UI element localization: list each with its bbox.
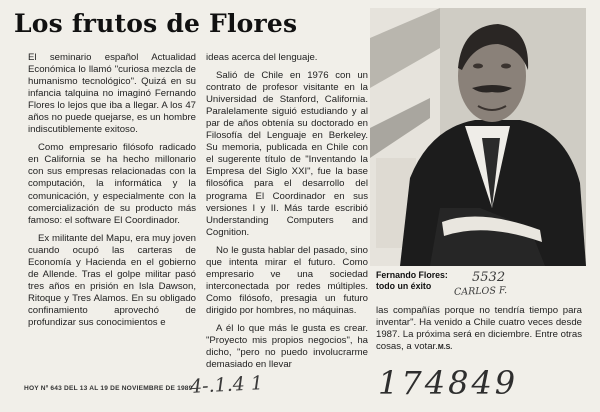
paragraph: ideas acerca del lenguaje. <box>206 52 318 63</box>
paragraph: No le gusta hablar del pasado, sino que intenta mirar el futuro. Como empresario ve una sociedad interconectada por redes múltiples. Como filósofo, presagia un futuro dirigido por hombres, no máquinas. <box>206 244 368 316</box>
paragraph: Como empresario filósofo radicado en California se ha hecho millonario con sus empresas relacionadas con la computación, la informática y la comunicación, y especialmente con la comercialización de su producto más famoso: el software El Coordinador. <box>28 142 196 226</box>
photo-caption: Fernando Flores: todo un éxito <box>376 270 448 291</box>
portrait-photo <box>370 8 586 266</box>
paragraph: El seminario español Actualidad Económica lo llamó "curiosa mezcla de humanismo tecnológico". Quizá en su infancia talquina no imaginó Fernando Flores lo lejos que iba a llegar. A los 47 años no puede quejarse, es un hombre indiscutiblemente exitoso. <box>28 52 196 136</box>
paragraph-text: las compañías porque no tendría tiempo para inventar". Ha venido a Chile cuatro veces desde 1987. La próxima será en diciembre. Entre otras cosas, a votar. <box>376 305 582 353</box>
article-column-2 <box>206 52 368 377</box>
paragraph: A él lo que más le gusta es crear. "Proyecto mis propios negocios", ha dicho, "pero no puedo involucrarme demasiado en llevar <box>206 322 368 371</box>
closing-paragraph <box>376 305 582 354</box>
handwritten-reference: 5532 <box>472 270 506 285</box>
portrait-illustration <box>370 8 586 266</box>
paragraph: Ex militante del Mapu, era muy joven cuando ocupó las carteras de Economía y Hacienda en el gobierno de Allende. Tras el golpe militar pasó tres años en prisión en Isla Dawson, Ritoque y Tres Alamos. En su obligado confinamiento aprovechó de profundizar sus conocimientos e <box>28 232 196 328</box>
article-column-3 <box>376 305 582 360</box>
handwritten-number: 174849 <box>378 364 519 402</box>
headline: Los frutos de Flores <box>14 9 298 38</box>
article-column-1 <box>28 52 196 335</box>
handwritten-date: 4-.1.4 1 <box>189 372 264 398</box>
publication-footer: HOY Nº 643 DEL 13 AL 19 DE NOVIEMBRE DE 1989 <box>24 385 193 392</box>
author-signature: M.S. <box>437 344 453 352</box>
paragraph: Salió de Chile en 1976 con un contrato de profesor visitante en la Universidad de Stanford, California. Paralelamente siguió estudiando y al par de años obtenía su doctorado en Filosofía del Lenguaje en Berkeley. Su memoria, publicada en Chile con el sugerente título de "Inventando la Empresa del Siglo XXI", fue la base filosófica para el desarrollo del programa El Coordinador en sus versiones I y II. Más tarde escribió Understanding Computers and Cognition. <box>206 70 368 238</box>
handwritten-name: CARLOS F. <box>453 285 508 298</box>
